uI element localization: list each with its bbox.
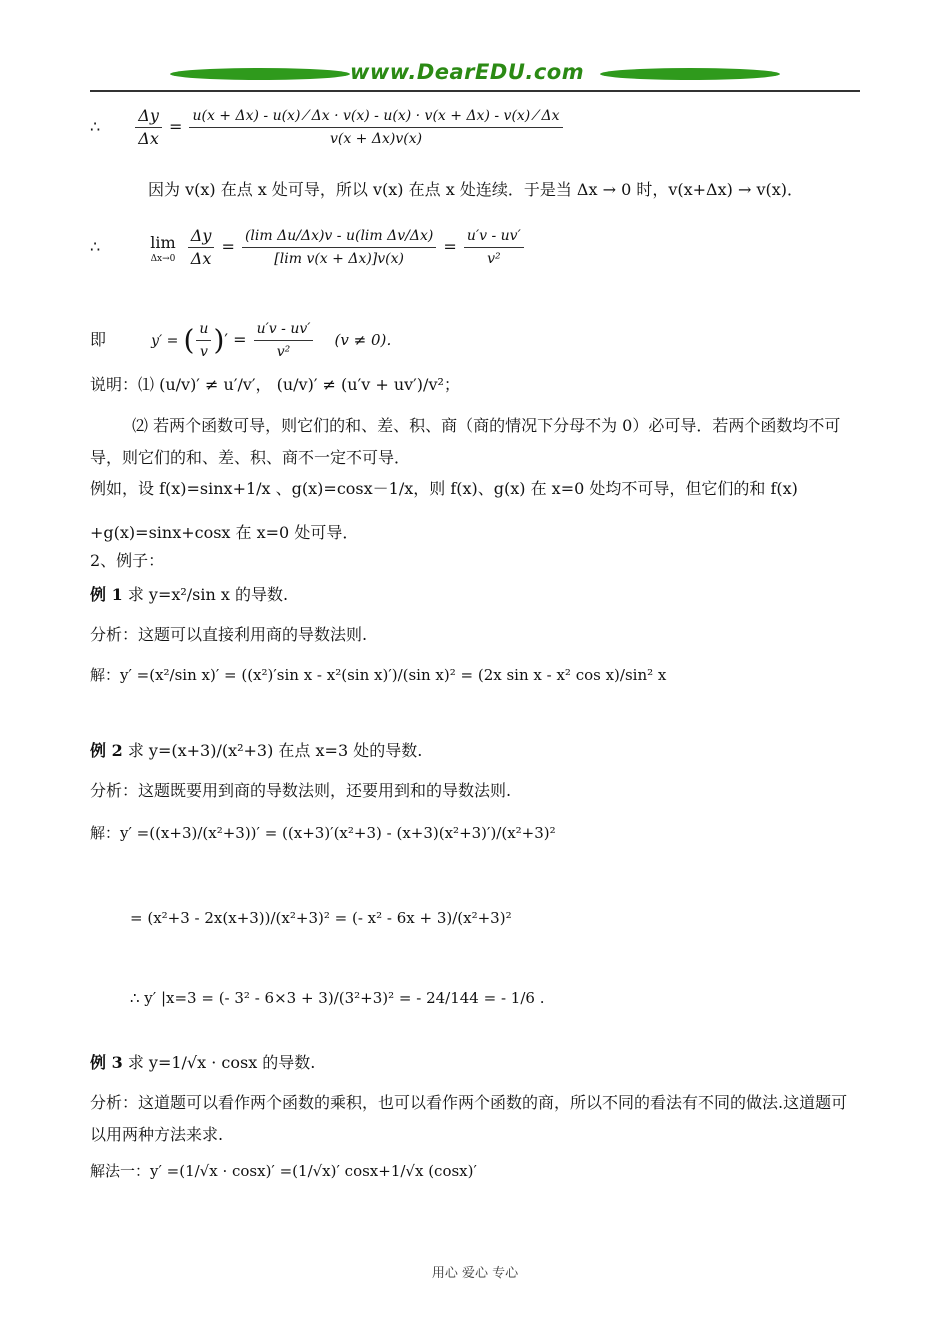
formula-2-middle: $\frac{\text{(lim Δu/Δx)v - u(lim Δv/Δx)}}{\text{[lim v(x + Δx)]v(x)}}$ xyxy=(242,225,436,270)
example-2-solution-1: 解：y′ =((x+3)/(x²+3))′ = ((x+3)′(x²+3) - (x+3)(x²+3)′)/(x²+3)² xyxy=(90,824,556,842)
header-swoosh-right xyxy=(600,68,780,80)
example-3-statement: 例 3 求 y=1/√x · cosx 的导数. xyxy=(90,1053,316,1072)
limit-operator: lim Δx→0 xyxy=(150,232,176,264)
example-2-analysis: 分析：这题既要用到商的导数法则，还要用到和的导数法则. xyxy=(90,781,512,800)
example-2-statement: 例 2 求 y=(x+3)/(x²+3) 在点 x=3 处的导数. xyxy=(90,741,423,760)
header-site-name: www.DearEDU.com xyxy=(350,60,585,84)
example-1-analysis: 分析：这题可以直接利用商的导数法则. xyxy=(90,625,368,644)
page-footer: 用心 爱心 专心 xyxy=(431,1266,519,1281)
formula-1-lhs: $\frac{\Delta y}{\Delta x}$ xyxy=(135,105,162,150)
example-1-solution: 解：y′ =(x²/sin x)′ = ((x²)′sin x - x²(sin x)′)/(sin x)² = (2x sin x - x² cos x)/sin² x xyxy=(90,666,667,684)
example-1-statement: 例 1 求 y=x²/sin x 的导数. xyxy=(90,585,289,604)
formula-1: ∴ $\frac{\Delta y}{\Delta x}$ = $\frac{u(x + \Delta x) - u(x) ⁄ \Delta x \cdot v(x) - u(x) \cdot v(x + \Delta x) - v(x) ⁄ \Delta x}{v(x + \Delta x)v(x)}$ xyxy=(90,105,565,150)
example-2-solution-2: = (x²+3 - 2x(x+3))/(x²+3)² = (- x² - 6x + 3)/(x²+3)² xyxy=(130,909,512,927)
therefore-symbol: ∴ xyxy=(90,117,101,136)
note-2: ⑵ 若两个函数可导，则它们的和、差、积、商（商的情况下分母不为 0）必可导．若两个函数均不可导，则它们的和、差、积、商不一定不可导． xyxy=(90,416,841,467)
paragraph-continuity: 因为 v(x) 在点 x 处可导，所以 v(x) 在点 x 处连续．于是当 Δx → 0 时，v(x+Δx) → v(x)． xyxy=(148,180,803,199)
section-heading-examples: 2、例子： xyxy=(90,551,165,570)
example-paragraph-2: +g(x)=sinx+cosx 在 x=0 处可导． xyxy=(90,523,359,542)
formula-1-rhs: $\frac{u(x + \Delta x) - u(x) ⁄ \Delta x \cdot v(x) - u(x) \cdot v(x + \Delta x) - v(x) ⁄ \Delta x}{v(x + \Delta x)v(x)}$ xyxy=(189,105,562,150)
formula-quotient-rule: 即 y′ = ( $\frac{u}{v}$ )′ = $\frac{u'v - uv'}{\text{v²}}$ (v ≠ 0)． xyxy=(90,318,401,363)
example-paragraph-1: 例如，设 f(x)=sinx+1/x 、g(x)=cosx－1/x，则 f(x)、g(x) 在 x=0 处均不可导，但它们的和 f(x) xyxy=(90,479,798,498)
formula-2: ∴ lim Δx→0 $\frac{\Delta y}{\Delta x}$ = $\frac{\text{(lim Δu/Δx)v - u(lim Δv/Δx)}}{\text{[lim v(x + Δx)]v(x)}}$ = $\frac{u'v - uv'}{\text{v²}}$ xyxy=(90,225,526,270)
example-3-solution: 解法一：y′ =(1/√x · cosx)′ =(1/√x)′ cosx+1/√x (cosx)′ xyxy=(90,1162,477,1180)
header-rule xyxy=(90,90,860,92)
header-swoosh-left xyxy=(170,68,350,80)
page-header xyxy=(90,58,860,92)
note-1: 说明：⑴ (u/v)′ ≠ u′/v′， (u/v)′ ≠ (u′v + uv′)/v²； xyxy=(90,375,460,394)
example-3-analysis: 分析：这道题可以看作两个函数的乘积，也可以看作两个函数的商，所以不同的看法有不同的做法.这道题可以用两种方法来求. xyxy=(90,1093,848,1144)
formula-2-rhs: $\frac{u'v - uv'}{\text{v²}}$ xyxy=(464,225,524,270)
example-2-solution-3: ∴ y′ |x=3 = (- 3² - 6×3 + 3)/(3²+3)² = - 24/144 = - 1/6 . xyxy=(130,989,545,1007)
